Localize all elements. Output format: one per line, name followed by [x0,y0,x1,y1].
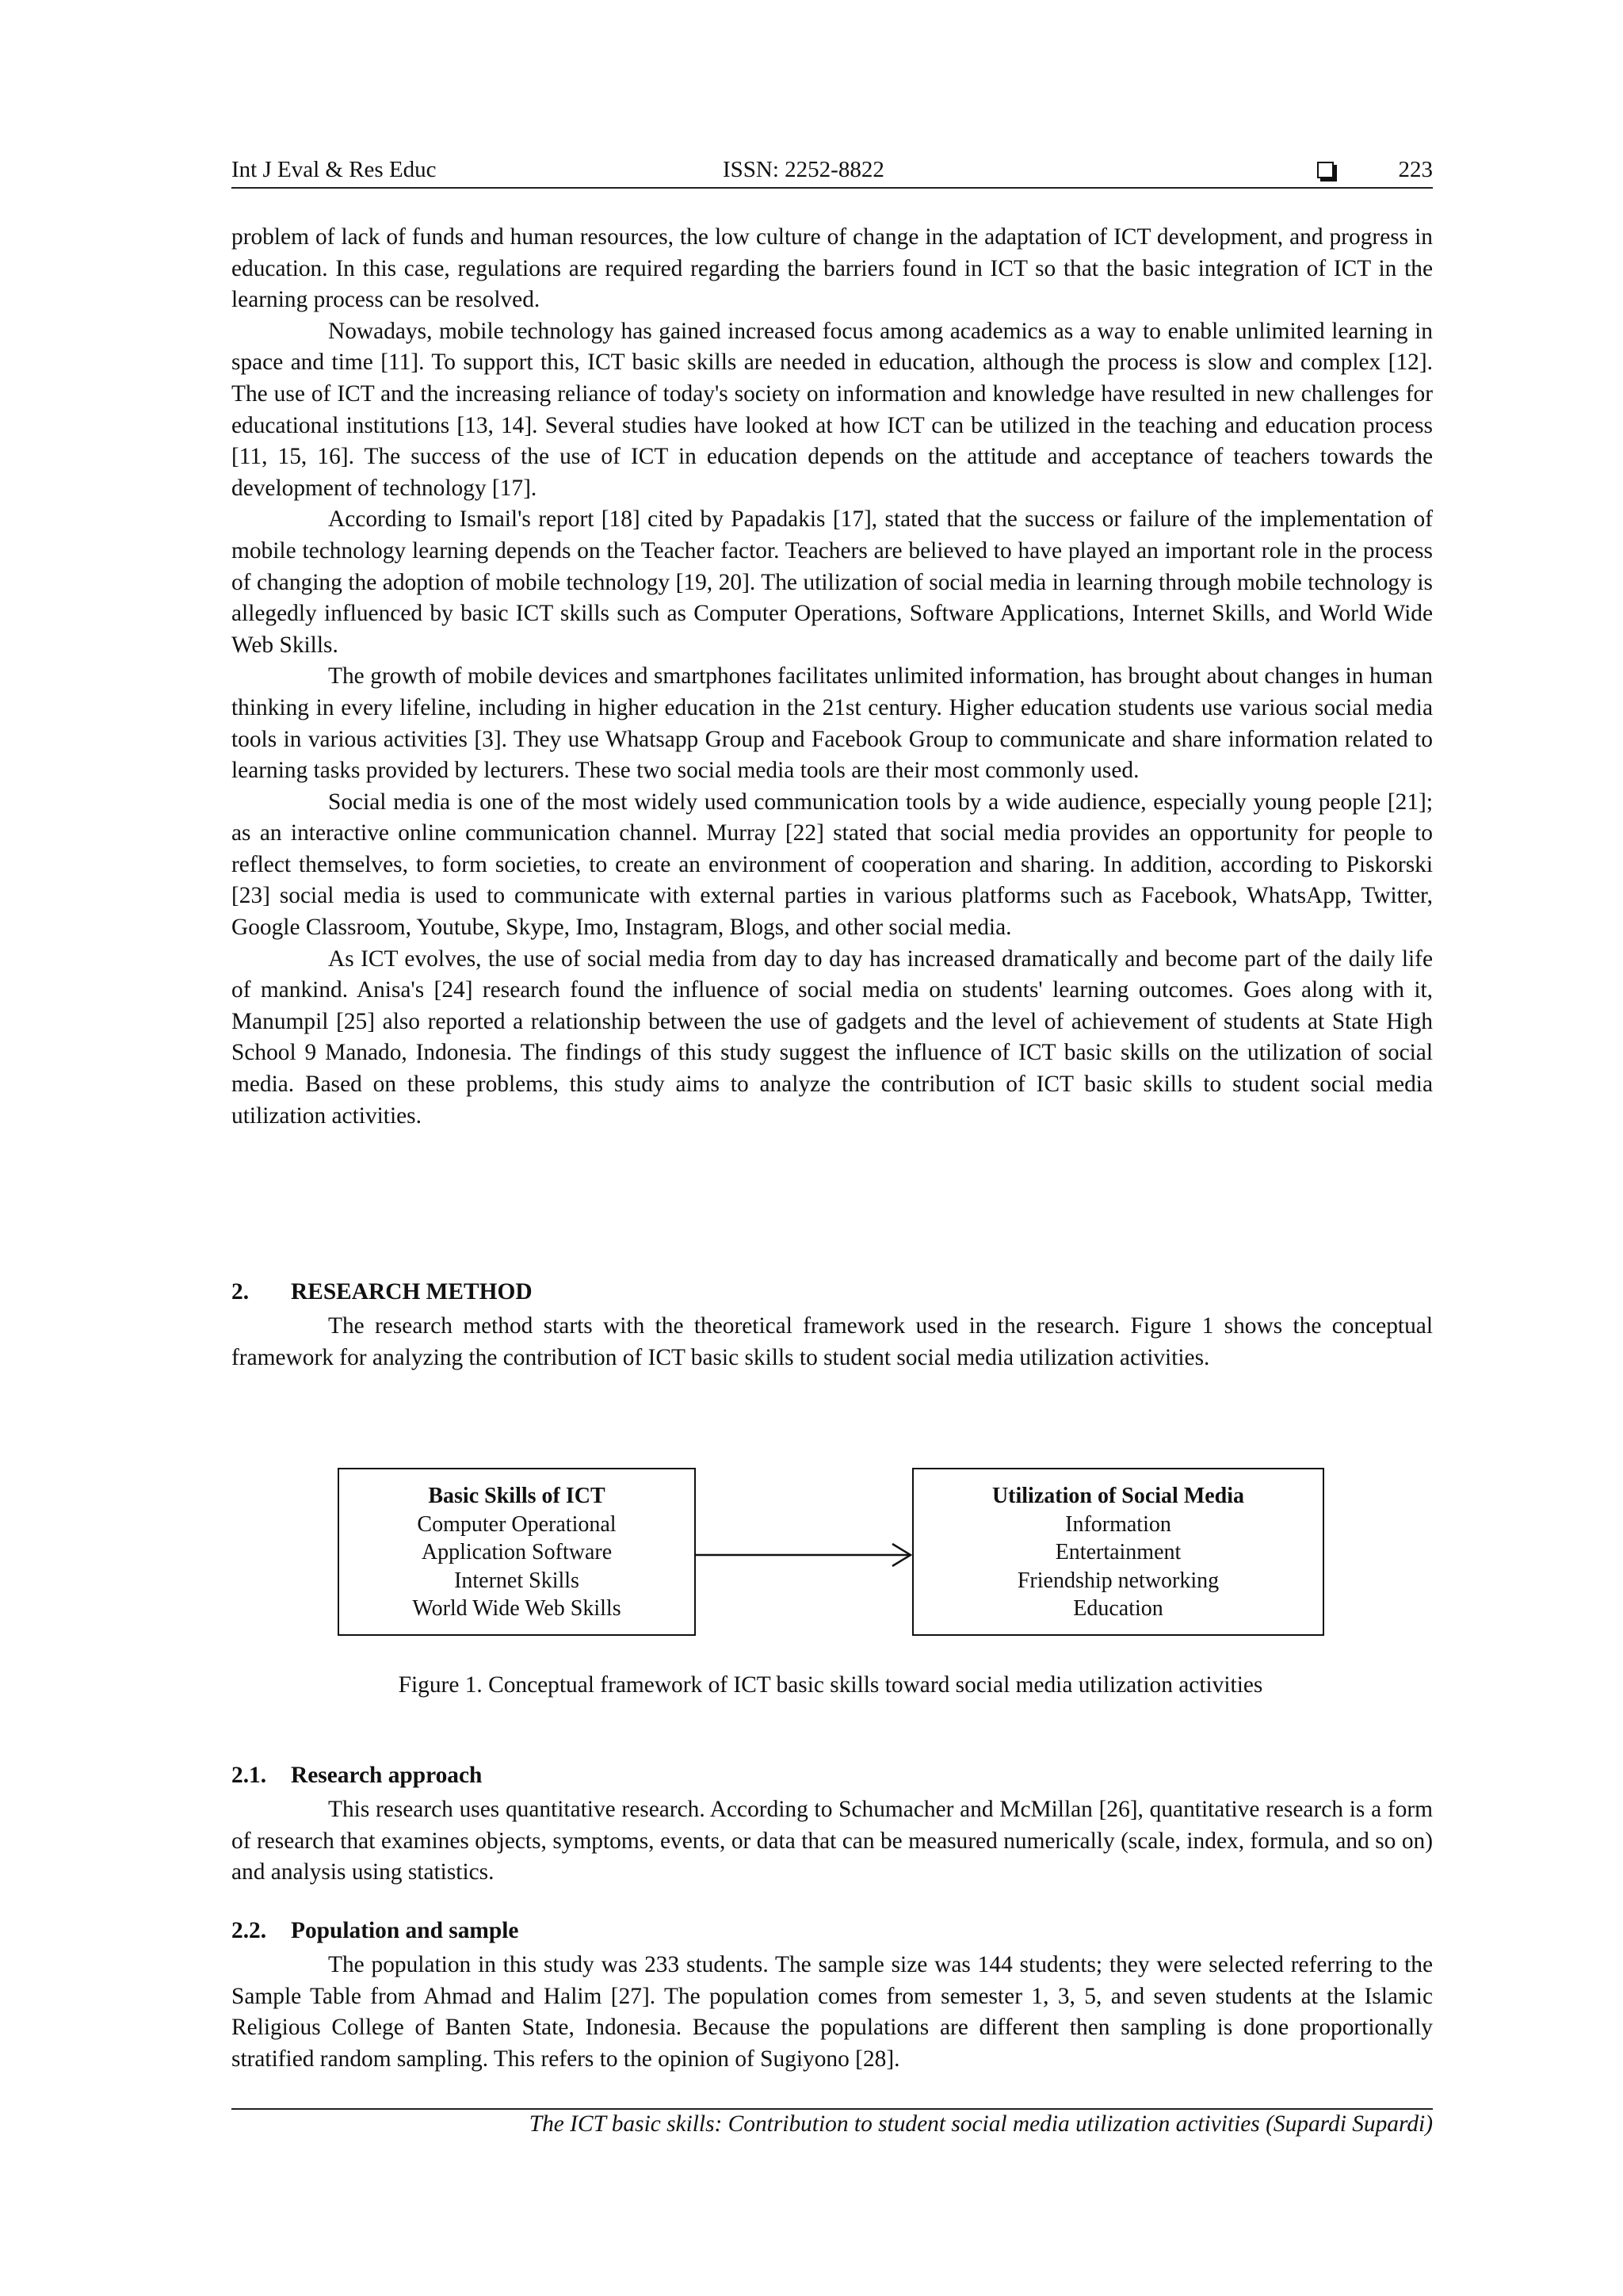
paragraph: As ICT evolves, the use of social media from day to day has increased dramatically and become part of the daily life of mankind. Anisa's [24] research found the influence of social media on students' learning outcomes. Goes along with it, Manumpil [25] also reported a relationship between the use of gadgets and the level of achievement of students at State High School 9 Manado, Indonesia. The findings of this study suggest the influence of ICT basic skills on the utilization of social media. Based on these problems, this study aims to analyze the contribution of ICT basic skills to student social media utilization activities. [231,946,1433,1129]
page-number: 223 [1398,157,1433,182]
social-media-box [912,1468,1324,1636]
figure-1-diagram [338,1468,1328,1636]
paragraph: The population in this study was 233 students. The sample size was 144 students; they were selected referring to the Sample Table from Ahmad and Halim [27]. The population comes from semester 1, 3, 5, and seven students at the Islamic Religious College of Banten State, Indonesia. Because the populations are different then sampling is done proportionally stratified random sampling. This refers to the opinion of Sugiyono [28]. [231,1952,1433,2072]
basic-skills-box [338,1468,696,1636]
paragraph: This research uses quantitative research. According to Schumacher and McMillan [26], quantitative research is a form of research that examines objects, symptoms, events, or data that can be measured numerically (scale, index, formula, and so on) and analysis using statistics. [231,1797,1433,1885]
figure-caption [231,1672,1433,1698]
section-heading-research-method [231,1279,533,1305]
paragraph: Social media is one of the most widely used communication tools by a wide audience, especially young people [21]; as an interactive online communication channel. Murray [22] stated that social media provides an opportunity for people to reflect themselves, to form societies, to create an environment of cooperation and sharing. In addition, according to Piskorski [23] social media is used to communicate with external parties in various platforms such as Facebook, WhatsApp, Twitter, Google Classroom, Youtube, Skype, Imo, Instagram, Blogs, and other social media. [231,789,1433,941]
arrow-icon [696,1539,912,1571]
paragraph: Nowadays, mobile technology has gained increased focus among academics as a way to enable unlimited learning in space and time [11]. To support this, ICT basic skills are needed in education, although the process is slow and complex [12]. The use of ICT and the increasing reliance of today's society on information and knowledge have resulted in new challenges for educational institutions [13, 14]. Several studies have looked at how ICT can be utilized in the teaching and education process [11, 15, 16]. The success of the use of ICT in education depends on the attitude and acceptance of teachers towards the development of technology [17]. [231,318,1433,501]
box-item: Computer Operational [417,1511,617,1537]
running-footer: The ICT basic skills: Contribution to student social media utilization activities (Supardi Supardi) [529,2111,1433,2137]
box-item: Education [1073,1596,1163,1621]
section-title: Research approach [291,1763,483,1788]
box-item: Application Software [421,1540,613,1564]
section-number: 2.2. [231,1918,267,1943]
box-item: Information [1065,1511,1171,1537]
figure-caption-text: Figure 1. Conceptual framework of ICT basic skills toward social media utilization activities [398,1672,1263,1698]
box-item: World Wide Web Skills [412,1596,621,1621]
paragraph: The research method starts with the theoretical framework used in the research. Figure 1 shows the conceptual framework for analyzing the contribution of ICT basic skills to student social media utilization activities. [231,1313,1433,1370]
section-title: RESEARCH METHOD [291,1279,533,1305]
box-title: Basic Skills of ICT [428,1484,605,1508]
section-title: Population and sample [291,1918,519,1943]
section-number: 2.1. [231,1763,267,1788]
section-text-population [231,1950,1433,2075]
paper-page [231,0,1433,2296]
paragraph: According to Ismail's report [18] cited by Papadakis [17], stated that the success or failure of the implementation of mobile technology learning depends on the Teacher factor. Teachers are believed to have played an important role in the process of changing the adoption of mobile technology [19, 20]. The utilization of social media in learning through mobile technology is allegedly influenced by basic ICT skills such as Computer Operations, Software Applications, Internet Skills, and World Wide Web Skills. [231,506,1433,658]
running-header [231,155,1433,189]
section-text-research-approach [231,1794,1433,1889]
paragraph: The growth of mobile devices and smartphones facilitates unlimited information, has brought about changes in human thinking in every lifeline, including in higher education in the 21st century. Higher education students use various social media tools in various activities [3]. They use Whatsapp Group and Facebook Group to communicate and share information related to learning tasks provided by lecturers. These two social media tools are their most commonly used. [231,663,1433,784]
box-item: Internet Skills [454,1568,579,1593]
box-item: Entertainment [1055,1540,1182,1564]
paragraph: problem of lack of funds and human resources, the low culture of change in the adaptation of ICT development, and progress in education. In this case, regulations are required regarding the barriers found in ICT so that the basic integration of ICT in the learning process can be resolved. [231,224,1433,313]
intro-body [231,222,1433,1132]
section-heading-population [231,1918,518,1944]
box-icon [1317,162,1334,178]
journal-name: Int J Eval & Res Educ [231,157,437,182]
issn-label: ISSN: 2252-8822 [723,157,884,182]
section-number: 2. [231,1279,250,1305]
section-text-research-method [231,1311,1433,1373]
box-item: Friendship networking [1017,1568,1220,1593]
footer-divider [231,2108,1433,2110]
box-title: Utilization of Social Media [991,1484,1245,1508]
section-heading-research-approach [231,1763,482,1789]
